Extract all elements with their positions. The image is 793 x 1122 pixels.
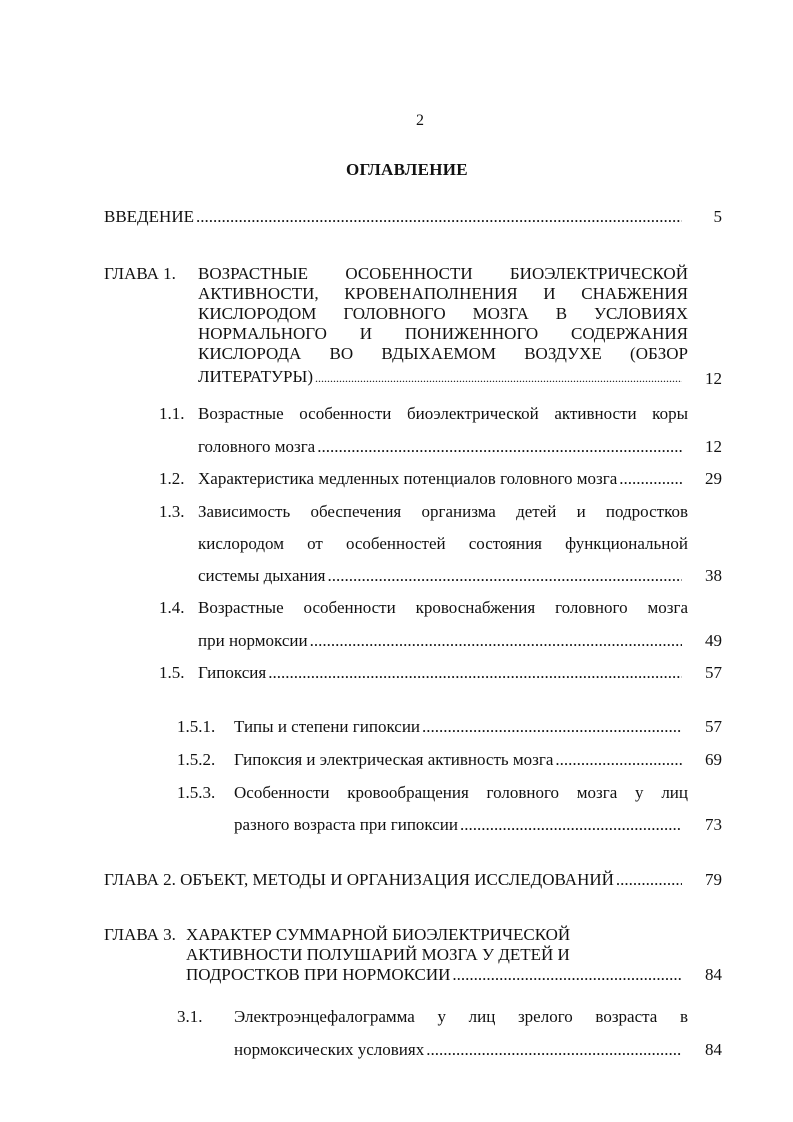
subsection-last-line — [234, 717, 684, 737]
section-number: 1.3. — [159, 502, 185, 521]
section-page: 84 — [705, 1040, 722, 1059]
subsection-page: 57 — [705, 717, 722, 736]
subsection-last-line — [234, 815, 684, 835]
section-line: Характеристика медленных потенциалов головного мозга — [198, 469, 618, 488]
section-line: системы дыхания — [198, 566, 326, 585]
chapter-3-line: ПОДРОСТКОВ ПРИ НОРМОКСИИ — [186, 965, 451, 984]
chapter-1-line: ВОЗРАСТНЫЕ ОСОБЕННОСТИ БИОЭЛЕКТРИЧЕСКОЙ — [198, 264, 688, 283]
leader-dots — [452, 965, 682, 985]
subsection-number: 1.5.2. — [177, 750, 216, 769]
section-page: 38 — [705, 566, 722, 585]
subsection-number: 1.5.3. — [177, 783, 216, 802]
section-number: 1.1. — [159, 404, 185, 423]
section-last-line — [198, 437, 684, 457]
chapter-2-page: 79 — [705, 870, 722, 889]
section-number: 1.4. — [159, 598, 185, 617]
section-line: Гипоксия — [198, 663, 267, 682]
chapter-2-title: ГЛАВА 2. ОБЪЕКТ, МЕТОДЫ И ОРГАНИЗАЦИЯ ИССЛЕДОВАНИЙ — [104, 870, 614, 889]
leader-dots — [619, 469, 682, 489]
toc-heading: ОГЛАВЛЕНИЕ — [346, 160, 468, 179]
chapter-1-line: НОРМАЛЬНОГО И ПОНИЖЕННОГО СОДЕРЖАНИЯ — [198, 324, 688, 343]
section-last-line — [198, 566, 684, 586]
leader-dots — [426, 1040, 682, 1060]
section-page: 57 — [705, 663, 722, 682]
chapter-3-line: АКТИВНОСТИ ПОЛУШАРИЙ МОЗГА У ДЕТЕЙ И — [186, 945, 570, 964]
chapter-1-line: ЛИТЕРАТУРЫ) — [198, 367, 313, 386]
subsection-number: 1.5.1. — [177, 717, 216, 736]
toc-entry-chapter-2 — [104, 870, 684, 890]
section-last-line — [198, 631, 684, 651]
subsection-line: Особенности кровообращения головного мозга у лиц — [234, 783, 688, 802]
section-number: 1.5. — [159, 663, 185, 682]
page-number: 2 — [416, 112, 424, 129]
chapter-1-line: КИСЛОРОДА ВО ВДЫХАЕМОМ ВОЗДУХЕ (ОБЗОР — [198, 344, 688, 363]
subsection-line: Гипоксия и электрическая активность мозга — [234, 750, 554, 769]
chapter-1-title — [198, 264, 688, 364]
chapter-3-line: ХАРАКТЕР СУММАРНОЙ БИОЭЛЕКТРИЧЕСКОЙ — [186, 925, 571, 944]
leader-dots — [616, 870, 682, 890]
chapter-3-prefix: ГЛАВА 3. — [104, 925, 176, 944]
leader-dots — [555, 750, 682, 770]
chapter-1-last-line — [198, 367, 684, 387]
section-last-line — [198, 469, 684, 489]
section-line: нормоксических условиях — [234, 1040, 425, 1059]
toc-entry-title: ВВЕДЕНИЕ — [104, 207, 194, 226]
leader-dots — [315, 371, 682, 386]
subsection-last-line — [234, 750, 684, 770]
chapter-1-page: 12 — [705, 369, 722, 388]
section-page: 29 — [705, 469, 722, 488]
chapter-3-title — [186, 925, 616, 965]
leader-dots — [310, 631, 682, 651]
section-line: Электроэнцефалограмма у лиц зрелого возраста в — [234, 1007, 688, 1026]
leader-dots — [268, 663, 682, 683]
subsection-page: 69 — [705, 750, 722, 769]
section-line: Зависимость обеспечения организма детей и подростков — [198, 502, 688, 521]
section-last-line — [234, 1040, 684, 1060]
subsection-line: Типы и степени гипоксии — [234, 717, 421, 736]
chapter-1-line: КИСЛОРОДОМ ГОЛОВНОГО МОЗГА В УСЛОВИЯХ — [198, 304, 688, 323]
leader-dots — [460, 815, 682, 835]
toc-entry-intro — [104, 207, 684, 227]
leader-dots — [328, 566, 683, 586]
section-number: 3.1. — [177, 1007, 203, 1026]
subsection-line: разного возраста при гипоксии — [234, 815, 458, 834]
subsection-page: 73 — [705, 815, 722, 834]
toc-entry-page: 5 — [713, 207, 722, 226]
chapter-1-prefix: ГЛАВА 1. — [104, 264, 176, 283]
chapter-3-page: 84 — [705, 965, 722, 984]
section-last-line — [198, 663, 684, 683]
section-line: при нормоксии — [198, 631, 308, 650]
leader-dots — [196, 207, 682, 227]
section-line: кислородом от особенностей состояния функциональной — [198, 534, 688, 553]
section-page: 12 — [705, 437, 722, 456]
chapter-1-line: АКТИВНОСТИ, КРОВЕНАПОЛНЕНИЯ И СНАБЖЕНИЯ — [198, 284, 688, 303]
section-line: Возрастные особенности биоэлектрической активности коры — [198, 404, 688, 423]
section-line: Возрастные особенности кровоснабжения головного мозга — [198, 598, 688, 617]
section-page: 49 — [705, 631, 722, 650]
leader-dots — [422, 717, 682, 737]
chapter-3-last-line — [186, 965, 684, 985]
leader-dots — [317, 437, 682, 457]
section-number: 1.2. — [159, 469, 185, 488]
section-line: головного мозга — [198, 437, 316, 456]
